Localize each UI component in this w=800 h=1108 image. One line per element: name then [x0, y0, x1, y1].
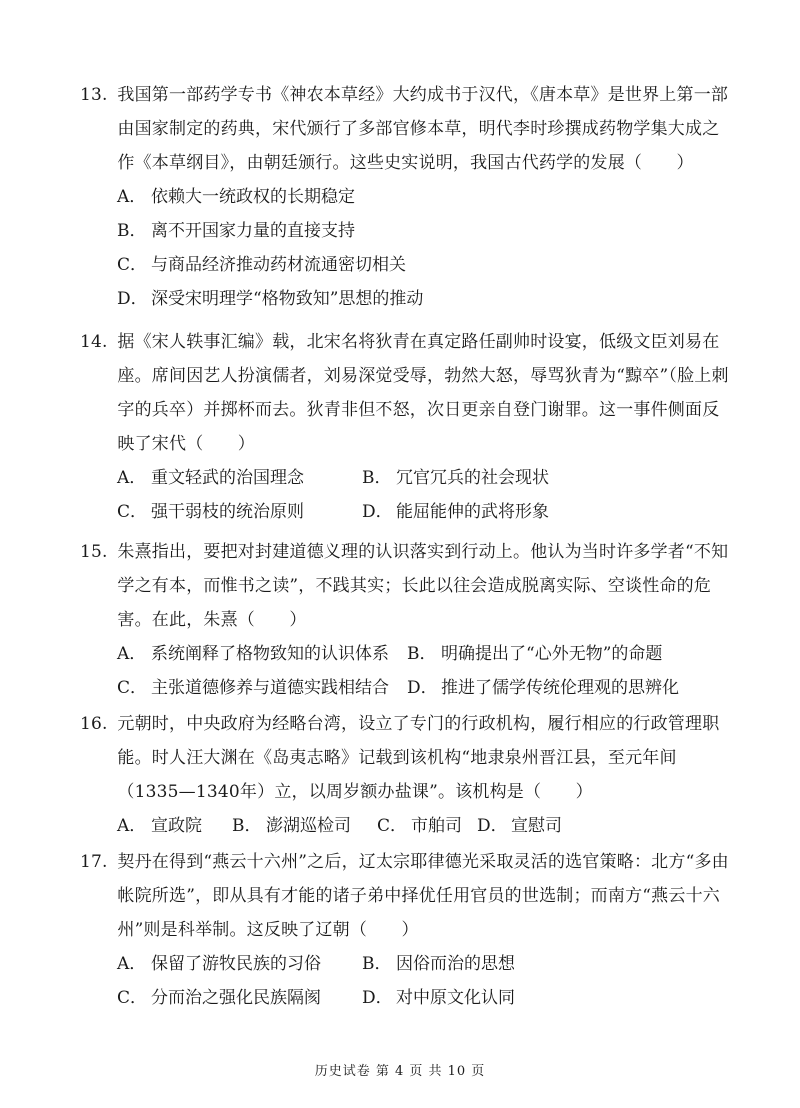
option-text: 对中原文化认同 [396, 988, 515, 1008]
option-b[interactable] [407, 637, 662, 671]
answer-options [80, 637, 730, 705]
option-letter: B． [232, 816, 262, 836]
option-text: 系统阐释了格物致知的认识体系 [151, 644, 389, 664]
option-text: 宣慰司 [511, 816, 562, 836]
question-13 [80, 78, 730, 316]
option-text: 重文轻武的治国理念 [151, 468, 304, 488]
option-b[interactable] [232, 809, 377, 843]
option-letter: B． [117, 221, 147, 241]
option-b[interactable] [362, 947, 515, 981]
option-b[interactable] [362, 461, 549, 495]
option-text: 保留了游牧民族的习俗 [151, 954, 321, 974]
option-c[interactable] [117, 495, 362, 529]
question-number: 17. [80, 852, 108, 872]
option-letter: D． [407, 678, 438, 698]
option-letter: C． [117, 678, 148, 698]
option-c[interactable] [117, 671, 407, 705]
option-letter: D． [362, 502, 393, 522]
option-text: 澎湖巡检司 [266, 816, 351, 836]
question-text: 契丹在得到“燕云十六州”之后，辽太宗耶律德光采取灵活的选官策略：北方“多由帐院所选”，即从具有才能的诸子弟中择优任用官员的世选制；而南方“燕云十六州”则是科举制。这反映了辽朝（ ） [117, 852, 729, 940]
option-letter: A． [117, 187, 147, 207]
question-number: 14. [80, 332, 108, 352]
option-text: 能屈能伸的武将形象 [396, 502, 549, 522]
option-c[interactable] [377, 809, 477, 843]
question-number: 13. [80, 85, 108, 105]
question-text: 元朝时，中央政府为经略台湾，设立了专门的行政机构，履行相应的行政管理职能。时人汪大渊在《岛夷志略》记载到该机构“地隶泉州晋江县，至元年间（1335—1340年）立，以周岁额办盐课”。该机构是（ ） [117, 714, 720, 802]
option-text: 主张道德修养与道德实践相结合 [151, 678, 389, 698]
question-number: 16. [80, 714, 108, 734]
question-text: 我国第一部药学专书《神农本草经》大约成书于汉代，《唐本草》是世界上第一部由国家制定的药典，宋代颁行了多部官修本草，明代李时珍撰成药物学集大成之作《本草纲目》，由朝廷颁行。这些史实说明，我国古代药学的发展（ ） [117, 85, 729, 173]
question-text: 据《宋人轶事汇编》载，北宋名将狄青在真定路任副帅时设宴，低级文臣刘易在座。席间因艺人扮演儒者，刘易深觉受辱，勃然大怒，辱骂狄青为“黥卒”（脸上刺字的兵卒）并掷杯而去。狄青非但不怒，次日更亲自登门谢罪。这一事件侧面反映了宋代（ ） [117, 332, 729, 454]
page-footer: 历史试卷 第 4 页 共 10 页 [314, 1064, 486, 1079]
option-text: 与商品经济推动药材流通密切相关 [151, 255, 406, 275]
option-text: 推进了儒学传统伦理观的思辨化 [441, 678, 679, 698]
question-15 [80, 535, 730, 705]
option-letter: D． [117, 289, 148, 309]
option-d[interactable] [362, 495, 549, 529]
option-letter: B． [407, 644, 437, 664]
option-d[interactable] [407, 671, 679, 705]
option-letter: C． [377, 816, 408, 836]
option-letter: C． [117, 502, 148, 522]
option-text: 市舶司 [411, 816, 462, 836]
option-d[interactable] [477, 809, 562, 843]
option-a[interactable] [117, 637, 407, 671]
option-text: 离不开国家力量的直接支持 [151, 221, 355, 241]
option-letter: A． [117, 468, 147, 488]
question-16 [80, 707, 730, 843]
option-text: 冗官冗兵的社会现状 [396, 468, 549, 488]
answer-options [80, 947, 730, 1015]
question-stem [80, 78, 730, 180]
question-text: 朱熹指出，要把对封建道德义理的认识落实到行动上。他认为当时许多学者“不知学之有本，而惟书之读”，不践其实；长此以往会造成脱离实际、空谈性命的危害。在此，朱熹（ ） [117, 542, 729, 630]
option-letter: A． [117, 816, 147, 836]
option-b[interactable] [117, 214, 355, 248]
answer-options [80, 180, 730, 316]
question-stem [80, 845, 730, 947]
option-letter: B． [362, 954, 392, 974]
question-stem [80, 325, 730, 461]
option-d[interactable] [362, 981, 515, 1015]
option-letter: B． [362, 468, 392, 488]
option-text: 深受宋明理学“格物致知”思想的推动 [151, 289, 424, 309]
answer-options [80, 461, 730, 529]
option-letter: A． [117, 954, 147, 974]
option-c[interactable] [117, 248, 406, 282]
option-text: 强干弱枝的统治原则 [151, 502, 304, 522]
option-letter: A． [117, 644, 147, 664]
option-text: 分而治之强化民族隔阂 [151, 988, 321, 1008]
option-a[interactable] [117, 809, 232, 843]
option-text: 依赖大一统政权的长期稳定 [151, 187, 355, 207]
question-number: 15. [80, 542, 108, 562]
option-letter: C． [117, 988, 148, 1008]
question-17 [80, 845, 730, 1015]
question-stem [80, 535, 730, 637]
option-c[interactable] [117, 981, 362, 1015]
option-a[interactable] [117, 461, 362, 495]
question-stem [80, 707, 730, 809]
option-a[interactable] [117, 180, 355, 214]
option-d[interactable] [117, 282, 423, 316]
answer-options [80, 809, 730, 843]
option-text: 因俗而治的思想 [396, 954, 515, 974]
option-letter: D． [362, 988, 393, 1008]
option-letter: C． [117, 255, 148, 275]
option-text: 宣政院 [151, 816, 202, 836]
option-text: 明确提出了“心外无物”的命题 [441, 644, 663, 664]
question-14 [80, 325, 730, 529]
option-letter: D． [477, 816, 508, 836]
option-a[interactable] [117, 947, 362, 981]
